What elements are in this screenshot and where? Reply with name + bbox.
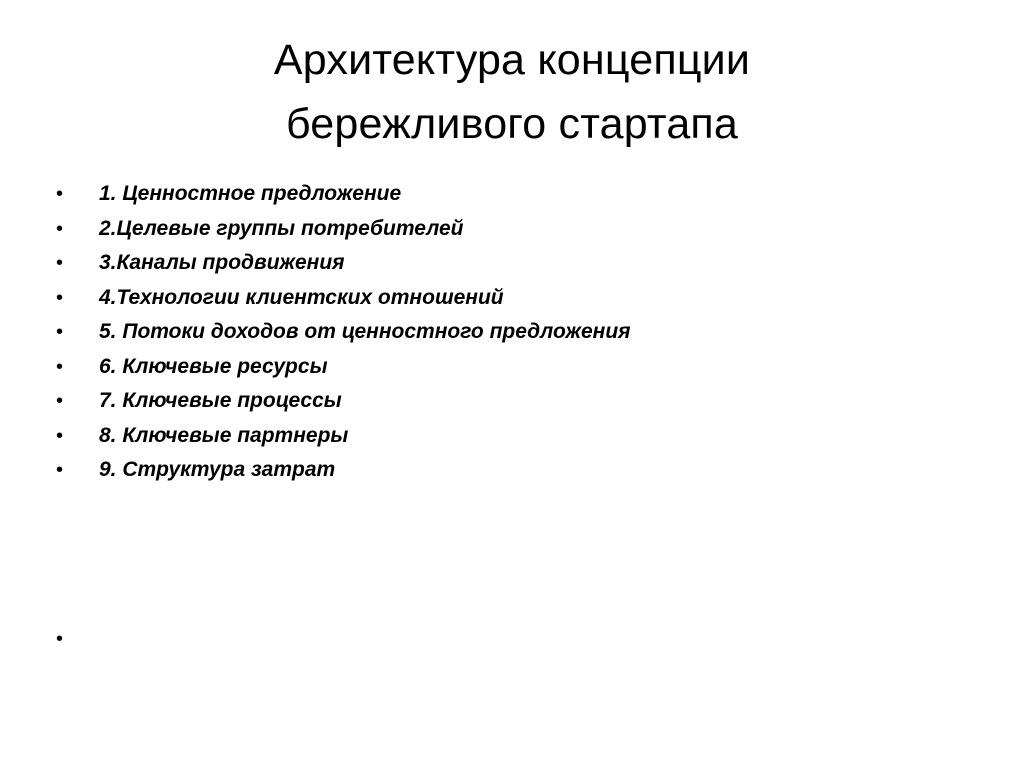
bullet-icon: • bbox=[56, 424, 64, 447]
bullet-icon: • bbox=[56, 252, 64, 274]
list-item-text: 9. Структура затрат bbox=[99, 458, 336, 481]
bullet-icon: • bbox=[56, 459, 64, 481]
slide-title-line-2: бережливого стартапа bbox=[285, 100, 739, 148]
bullet-icon: • bbox=[56, 217, 64, 240]
list-item-text: 7. Ключевые процессы bbox=[99, 389, 342, 412]
list-item bbox=[56, 350, 936, 385]
slide-title-line-1: Архитектура концепции bbox=[273, 36, 751, 84]
list-item bbox=[56, 212, 936, 247]
list-item-text: 2.Целевые группы потребителей bbox=[99, 216, 464, 240]
list-item-text: 1. Ценностное предложение bbox=[99, 182, 402, 205]
list-item-text: 3.Каналы продвижения bbox=[99, 251, 345, 274]
list-item-text: 4.Технологии клиентских отношений bbox=[99, 285, 504, 309]
bullet-icon: • bbox=[56, 183, 64, 205]
list-item bbox=[56, 453, 936, 488]
list-item bbox=[56, 177, 936, 212]
bullet-icon: • bbox=[56, 321, 64, 343]
list-item bbox=[56, 419, 936, 454]
list-item bbox=[56, 315, 936, 350]
slide-title bbox=[60, 28, 964, 156]
bullet-icon: • bbox=[56, 286, 64, 309]
list-item bbox=[56, 246, 936, 281]
list-item-text: 5. Потоки доходов от ценностного предложения bbox=[99, 320, 631, 343]
list-item bbox=[56, 281, 936, 316]
bullet-list bbox=[56, 177, 936, 488]
list-item-text: 6. Ключевые ресурсы bbox=[99, 354, 328, 378]
empty-bullet-icon: • bbox=[56, 628, 64, 650]
list-item bbox=[56, 384, 936, 419]
bullet-icon: • bbox=[56, 390, 64, 412]
list-item-text: 8. Ключевые партнеры bbox=[99, 423, 349, 447]
bullet-icon: • bbox=[56, 355, 64, 378]
